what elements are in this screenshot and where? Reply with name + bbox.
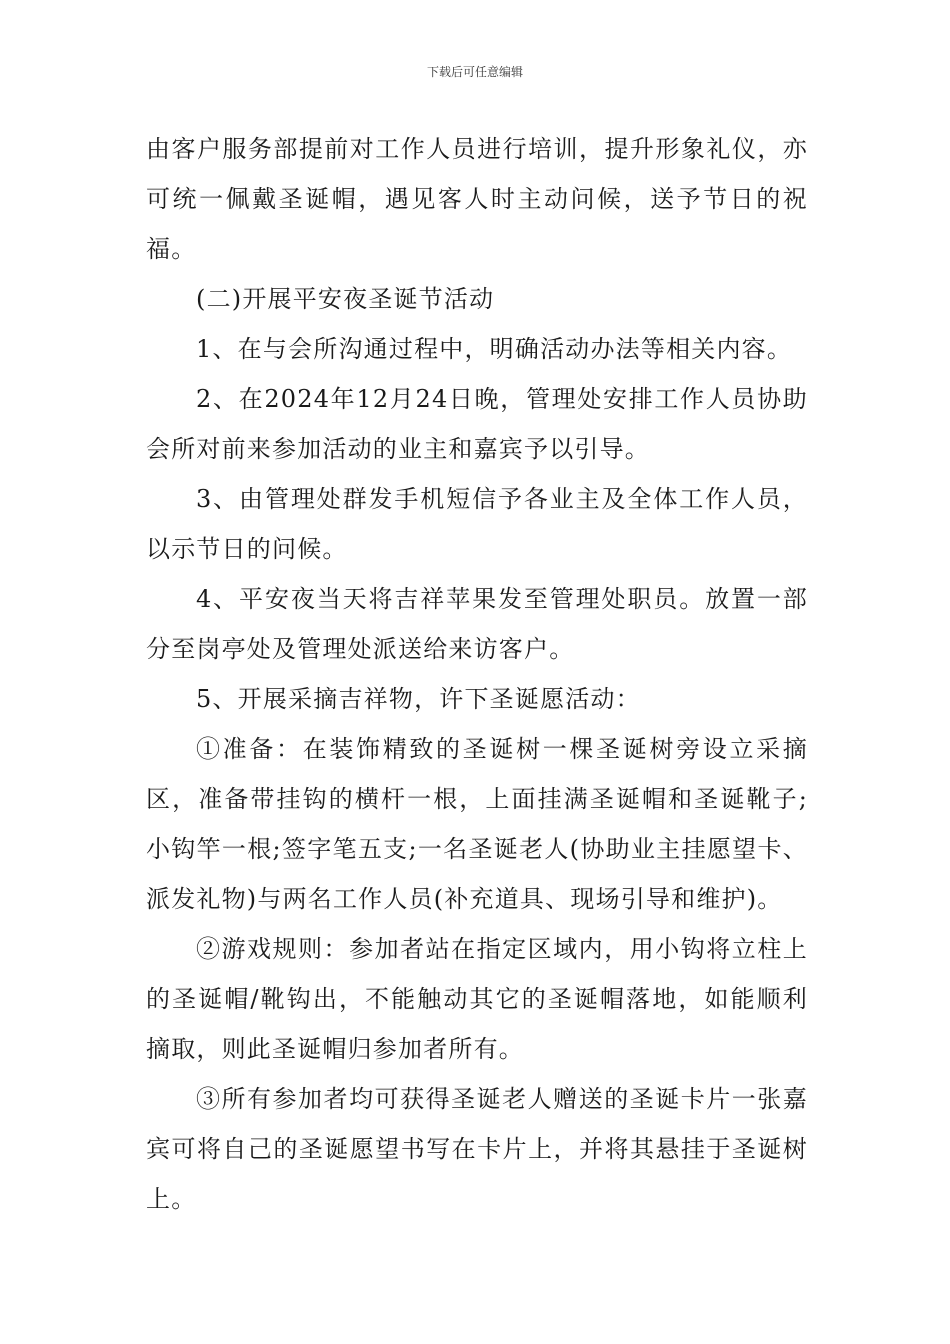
paragraph-item-2: 2、在2024年12月24日晚，管理处安排工作人员协助会所对前来参加活动的业主和嘉宾予以引导。	[146, 385, 808, 463]
paragraph-section-heading: (二)开展平安夜圣诞节活动	[196, 285, 495, 313]
page-header-note: 下载后可任意编辑	[426, 65, 523, 79]
document-body	[146, 124, 808, 1224]
paragraph-game-rules: ②游戏规则：参加者站在指定区域内，用小钩将立柱上的圣诞帽/靴钩出，不能触动其它的圣诞帽落地，如能顺利摘取，则此圣诞帽归参加者所有。	[146, 935, 808, 1063]
paragraph-greeting-training: 由客户服务部提前对工作人员进行培训，提升形象礼仪，亦可统一佩戴圣诞帽，遇见客人时主动问候，送予节日的祝福。	[146, 135, 808, 263]
paragraph-preparation: ①准备：在装饰精致的圣诞树一棵圣诞树旁设立采摘区，准备带挂钩的横杆一根，上面挂满圣诞帽和圣诞靴子;小钩竿一根;签字笔五支;一名圣诞老人(协助业主挂愿望卡、派发礼物)与两名工作人员(补充道具、现场引导和维护)。	[146, 735, 808, 913]
paragraph-item-1: 1、在与会所沟通过程中，明确活动办法等相关内容。	[196, 335, 793, 363]
paragraph-item-3: 3、由管理处群发手机短信予各业主及全体工作人员，以示节日的问候。	[146, 485, 808, 563]
paragraph-item-4: 4、平安夜当天将吉祥苹果发至管理处职员。放置一部分至岗亭处及管理处派送给来访客户。	[146, 585, 808, 663]
paragraph-christmas-card: ③所有参加者均可获得圣诞老人赠送的圣诞卡片一张嘉宾可将自己的圣诞愿望书写在卡片上，并将其悬挂于圣诞树上。	[146, 1085, 808, 1213]
paragraph-item-5: 5、开展采摘吉祥物，许下圣诞愿活动：	[196, 685, 641, 713]
